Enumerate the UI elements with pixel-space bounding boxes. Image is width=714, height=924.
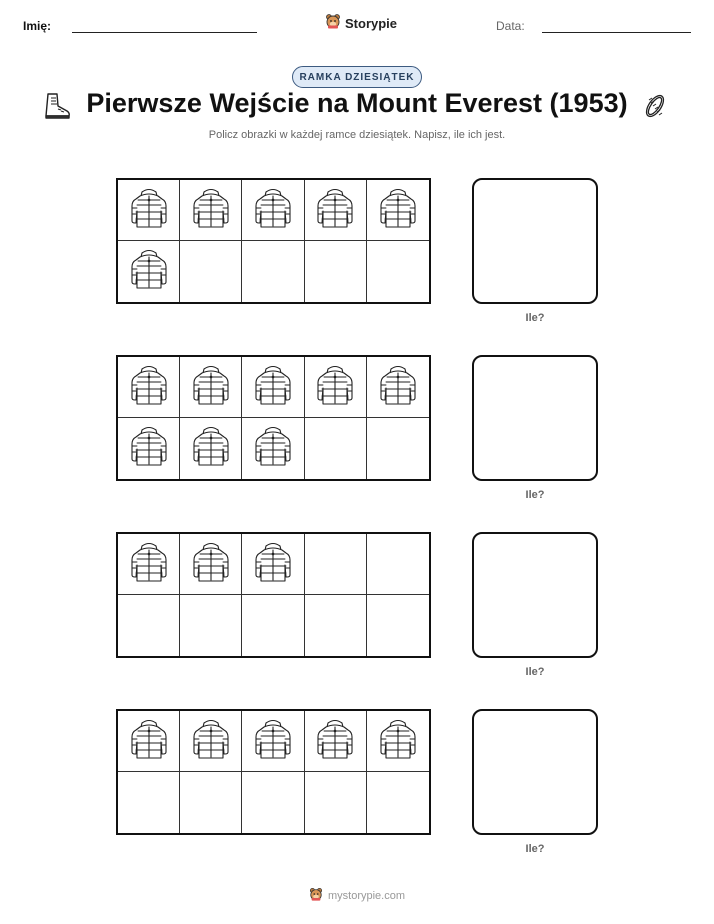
- ten-frame-cell: [180, 241, 242, 302]
- puffer-jacket-icon: [127, 247, 171, 296]
- ten-frame-cell: [118, 534, 180, 595]
- ten-frame-cell: [118, 241, 180, 302]
- ten-frame-cell: [305, 772, 367, 833]
- ten-frame-cell: [305, 711, 367, 772]
- ten-frame-cell: [367, 357, 429, 418]
- date-label: Data:: [496, 19, 525, 33]
- puffer-jacket-icon: [189, 540, 233, 589]
- answer-box[interactable]: [472, 178, 598, 304]
- name-field[interactable]: [72, 32, 257, 33]
- puffer-jacket-icon: [127, 717, 171, 766]
- ten-frame-cell: [118, 357, 180, 418]
- ten-frame-cell: [305, 595, 367, 656]
- footer-url: mystorypie.com: [327, 889, 406, 902]
- answer-label: Ile?: [525, 489, 545, 501]
- answer-box[interactable]: [472, 532, 598, 658]
- puffer-jacket-icon: [251, 424, 295, 473]
- puffer-jacket-icon: [251, 363, 295, 412]
- storypie-mascot-icon: [309, 887, 323, 904]
- ten-frame-cell: [242, 418, 304, 479]
- ten-frame-cell: [367, 772, 429, 833]
- ten-frame-cell: [118, 418, 180, 479]
- ten-frame-cell: [180, 418, 242, 479]
- ten-frame: [116, 178, 431, 304]
- ten-frame-cell: [180, 534, 242, 595]
- ten-frame: [116, 355, 431, 481]
- puffer-jacket-icon: [127, 540, 171, 589]
- puffer-jacket-icon: [376, 363, 420, 412]
- puffer-jacket-icon: [189, 186, 233, 235]
- ten-frame-cell: [305, 534, 367, 595]
- ten-frame-cell: [118, 180, 180, 241]
- ten-frame-cell: [242, 772, 304, 833]
- answer-box[interactable]: [472, 709, 598, 835]
- answer-label: Ile?: [525, 843, 545, 855]
- ten-frame-cell: [180, 180, 242, 241]
- puffer-jacket-icon: [189, 424, 233, 473]
- puffer-jacket-icon: [376, 717, 420, 766]
- puffer-jacket-icon: [189, 717, 233, 766]
- ten-frame-cell: [180, 357, 242, 418]
- puffer-jacket-icon: [251, 717, 295, 766]
- puffer-jacket-icon: [127, 424, 171, 473]
- hiking-boot-icon: [42, 91, 72, 126]
- puffer-jacket-icon: [313, 363, 357, 412]
- ten-frame-cell: [180, 772, 242, 833]
- answer-label: Ile?: [525, 312, 545, 324]
- ten-frame-cell: [242, 180, 304, 241]
- puffer-jacket-icon: [251, 186, 295, 235]
- puffer-jacket-icon: [251, 540, 295, 589]
- rope-icon: [640, 91, 670, 126]
- ten-frame-cell: [242, 357, 304, 418]
- ten-frame-cell: [367, 534, 429, 595]
- ten-frame-cell: [242, 534, 304, 595]
- ten-frame-cell: [118, 711, 180, 772]
- ten-frame-cell: [367, 180, 429, 241]
- page-title: Pierwsze Wejście na Mount Everest (1953): [86, 88, 628, 118]
- name-label: Imię:: [23, 19, 52, 33]
- ten-frame-cell: [118, 772, 180, 833]
- brand-logo: [325, 13, 397, 34]
- ten-frame-cell: [242, 595, 304, 656]
- instructions: Policz obrazki w każdej ramce dziesiątek. Napisz, ile ich jest.: [208, 129, 506, 141]
- puffer-jacket-icon: [127, 363, 171, 412]
- ten-frame-cell: [180, 711, 242, 772]
- ten-frame-cell: [367, 595, 429, 656]
- puffer-jacket-icon: [127, 186, 171, 235]
- footer: [0, 887, 714, 904]
- ten-frame-cell: [242, 241, 304, 302]
- puffer-jacket-icon: [376, 186, 420, 235]
- puffer-jacket-icon: [313, 186, 357, 235]
- ten-frame-cell: [305, 241, 367, 302]
- worksheet-type-badge: RAMKA DZIESIĄTEK: [292, 66, 422, 88]
- puffer-jacket-icon: [189, 363, 233, 412]
- answer-label: Ile?: [525, 666, 545, 678]
- ten-frame: [116, 532, 431, 658]
- ten-frame-cell: [367, 241, 429, 302]
- ten-frame-cell: [118, 595, 180, 656]
- ten-frame: [116, 709, 431, 835]
- ten-frame-cell: [367, 711, 429, 772]
- ten-frame-cell: [180, 595, 242, 656]
- storypie-mascot-icon: [325, 13, 341, 34]
- ten-frame-cell: [305, 180, 367, 241]
- answer-box[interactable]: [472, 355, 598, 481]
- date-field[interactable]: [542, 32, 691, 33]
- ten-frame-cell: [242, 711, 304, 772]
- ten-frame-cell: [305, 418, 367, 479]
- ten-frame-cell: [305, 357, 367, 418]
- brand-name: Storypie: [345, 16, 398, 31]
- ten-frame-cell: [367, 418, 429, 479]
- puffer-jacket-icon: [313, 717, 357, 766]
